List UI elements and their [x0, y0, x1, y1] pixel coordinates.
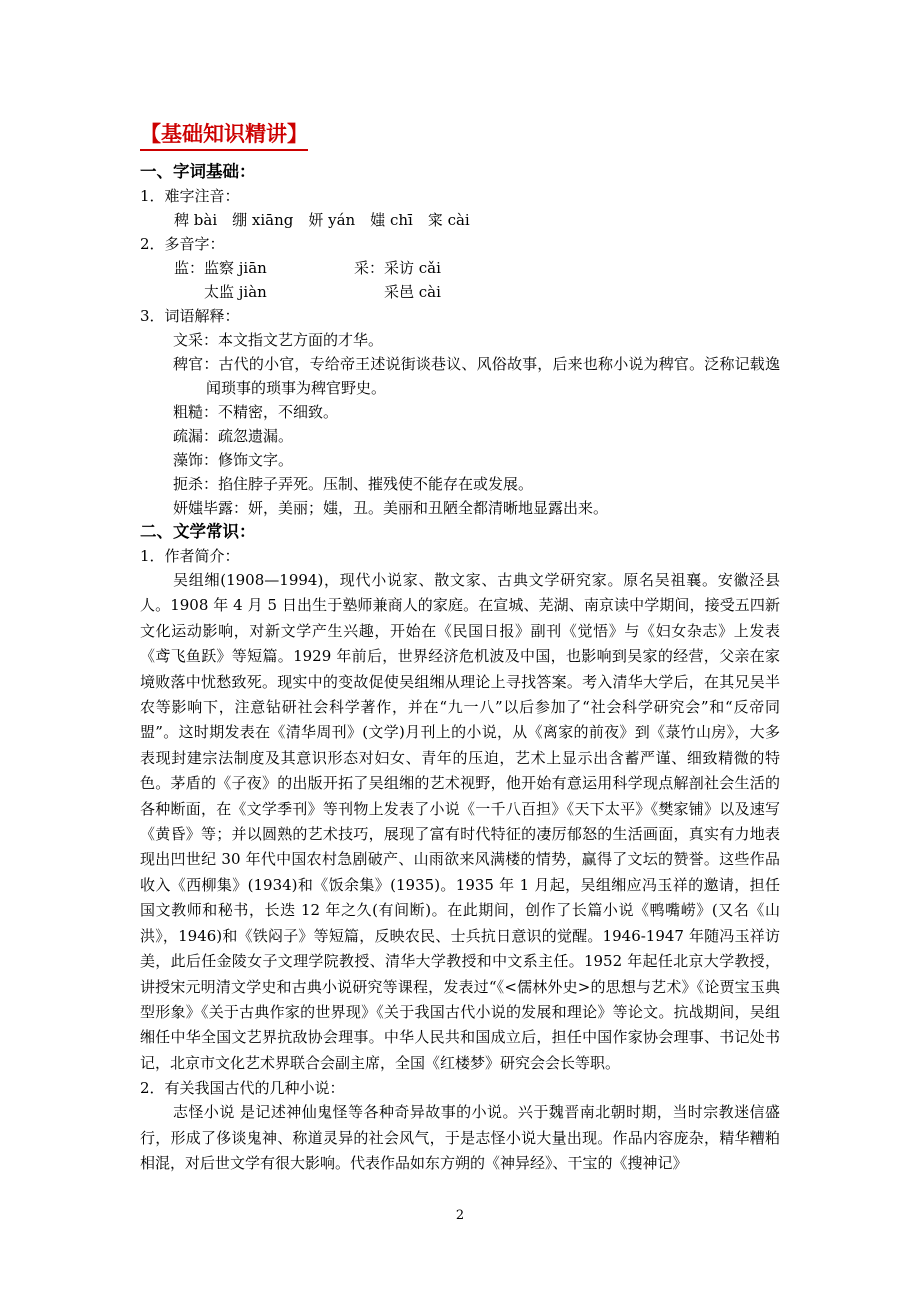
term-definition: 扼杀：掐住脖子弄死。压制、摧残使不能存在或发展。	[173, 475, 534, 493]
zhiguai-paragraph: 志怪小说 是记述神仙鬼怪等各种奇异故事的小说。兴于魏晋南北朝时期，当时宗教迷信盛行，形成了侈谈鬼神、称道灵异的社会风气，于是志怪小说大量出现。作品内容庞杂，精华糟粕相混，对后世文学有很大影响。代表作品如东方朔的《神异经》、干宝的《搜神记》	[140, 1103, 780, 1172]
page-number: 2	[455, 1208, 465, 1223]
term-definition: 粗糙：不精密，不细致。	[173, 403, 339, 421]
item-label-pronunciation: 1．难字注音：	[140, 187, 240, 205]
polyphone-cai-1: 采：采访 cǎi	[354, 259, 441, 277]
polyphone-cai-2: 采邑 cài	[354, 283, 441, 301]
polyphone-jian-1: 监：监察 jiān	[174, 259, 267, 277]
term-definition: 稗官：古代的小官，专给帝王述说街谈巷议、风俗故事，后来也称小说为稗官。泛称记载逸闻琐事的琐事为稗官野史。	[173, 355, 780, 397]
term-definition: 文采：本文指文艺方面的才华。	[173, 331, 384, 349]
polyphone-jian-2: 太监 jiàn	[174, 283, 267, 301]
polyphone-row	[140, 256, 780, 280]
pronunciation-list: 稗 bài 绷 xiāng 妍 yán 媸 chī 寀 cài	[174, 211, 470, 229]
heading-word-basics: 一、字词基础：	[140, 162, 256, 181]
item-label-polyphones: 2．多音字：	[140, 235, 225, 253]
author-biography: 吴组缃(1908—1994)，现代小说家、散文家、古典文学研究家。原名吴祖襄。安徽泾县人。1908 年 4 月 5 日出生于塾师兼商人的家庭。在宣城、芜湖、南京读中学期间，接受五四新文化运动影响，对新文学产生兴趣，开始在《民国日报》副刊《觉悟》与《妇女杂志》上发表《鸢飞鱼跃》等短篇。1929 年前后，世界经济危机波及中国，也影响到吴家的经营，父亲在家境败落中忧愁致死。现实中的变故促使吴组缃从理论上寻找答案。考入清华大学后，在其兄吴半农等影响下，注意钻研社会科学著作，并在“九一八”以后参加了“社会科学研究会”和“反帝同盟”。这时期发表在《清华周刊》(文学)月刊上的小说，从《离家的前夜》到《菉竹山房》，大多表现封建宗法制度及其意识形态对妇女、青年的压迫，艺术上显示出含蓄严谨、细致精微的特色。茅盾的《子夜》的出版开拓了吴组缃的艺术视野，他开始有意运用科学现点解剖社会生活的各种断面，在《文学季刊》等刊物上发表了小说《一千八百担》《天下太平》《樊家铺》以及速写《黄昏》等；并以圆熟的艺术技巧，展现了富有时代特征的凄厉郁怒的生活画面，真实有力地表现出凹世纪 30 年代中国农村急剧破产、山雨欲来风满楼的情势，赢得了文坛的赞誉。这些作品收入《西柳集》(1934)和《饭余集》(1935)。1935 年 1 月起，吴组缃应冯玉祥的邀请，担任国文教师和秘书，长迭 12 年之久(有间断)。在此期间，创作了长篇小说《鸭嘴崂》(又名《山洪》，1946)和《铁闷子》等短篇，反映农民、士兵抗日意识的觉醒。1946-1947 年随冯玉祥访美，此后任金陵女子文理学院教授、清华大学教授和中文系主任。1952 年起任北京大学教授，讲授宋元明清文学史和古典小说研究等课程，发表过“《<儒林外史>的思想与艺术》《论贾宝玉典型形象》《关于古典作家的世界现》《关于我国古代小说的发展和理论》等论文。抗战期间，吴组缃任中华全国文艺界抗敌协会理事。中华人民共和国成立后，担任中国作家协会理事、书记处书记，北京市文化艺术界联合会副主席，全国《红楼梦》研究会会长等职。	[140, 571, 780, 1072]
term-definition: 疏漏：疏忽遗漏。	[173, 427, 294, 445]
item-label-vocabulary: 3．词语解释：	[140, 307, 240, 325]
item-label-ancient-novels: 2．有关我国古代的几种小说：	[140, 1079, 345, 1098]
heading-literary-knowledge: 二、文学常识：	[140, 522, 256, 541]
section-title: 【基础知识精讲】	[140, 118, 308, 151]
document-body	[140, 160, 780, 1176]
item-label-author-bio: 1．作者简介：	[140, 547, 240, 565]
polyphone-row	[140, 280, 780, 304]
term-definition: 藻饰：修饰文字。	[173, 451, 294, 469]
term-definition: 妍媸毕露：妍，美丽；媸，丑。美丽和丑陋全都清晰地显露出来。	[173, 499, 609, 517]
